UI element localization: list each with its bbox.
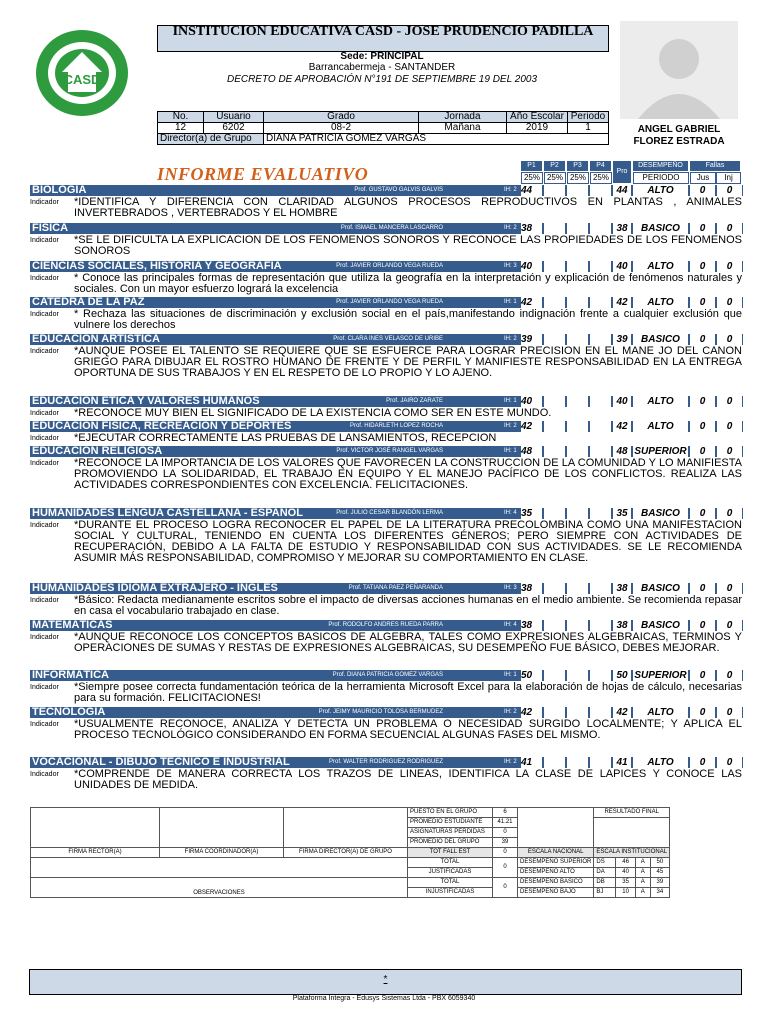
indicator-label: Indicador — [30, 435, 59, 442]
col-p1: P1 — [521, 161, 542, 171]
grade-p2 — [544, 583, 565, 594]
scale-a: A — [635, 868, 650, 878]
subject-hours: IH: 4 — [504, 622, 517, 628]
indicator-text: *USUALMENTE RECONOCE, ANALIZA Y DETECTA UN PROBLEMA O NECESIDAD SURGIDO LOCALMENTE; Y APLICA EL PROCESO TECNOLÓGICO CONSIDERANDO EN FORMA SECUENCIAL ALGUNAS FASES DEL MISMO. — [74, 719, 742, 741]
subject-name: HUMANIDADES LENGUA CASTELLANA - ESPAÑOL — [32, 507, 303, 519]
indicator-label: Indicador — [30, 410, 59, 417]
col-pro: Pro — [613, 161, 631, 183]
scale-code: BJ — [594, 888, 616, 898]
stat-value: 41.21 — [493, 818, 518, 828]
subject-hours: IH: 1 — [504, 299, 517, 305]
absences-justified: 0 — [690, 446, 715, 457]
subject-hours: IH: 1 — [504, 448, 517, 454]
grade-p4 — [590, 297, 611, 308]
subject-name: EDUCACIÓN ÉTICA Y VALORES HUMANOS — [32, 395, 260, 407]
absences-unjustified: 0 — [717, 261, 742, 272]
scale-min: 40 — [616, 868, 635, 878]
indicator-text: *SE LE DIFICULTA LA EXPLICACION DE LOS FENOMENOS SONOROS Y RECONOCE LAS PROPIEDADES DE LOS FENOMENOS SONOROS — [74, 235, 742, 257]
grade-p2 — [544, 446, 565, 457]
scale-min: 35 — [616, 878, 635, 888]
col-fallas: Fallas — [690, 161, 740, 171]
absences-unjustified: 0 — [717, 583, 742, 594]
subject-header — [30, 446, 743, 457]
grade-p3 — [567, 396, 588, 407]
col-desempeno: DESEMPEÑO — [633, 161, 688, 171]
grade-p1: 41 — [521, 757, 542, 768]
scale-code: DS — [594, 858, 616, 868]
subject-hours: IH: 4 — [504, 510, 517, 516]
info-value: Mañana — [419, 123, 507, 134]
total-injust-value: 0 — [493, 878, 518, 898]
grade-p1: 35 — [521, 508, 542, 519]
performance-level: SUPERIOR — [634, 670, 687, 681]
info-value: 08-2 — [264, 123, 419, 134]
subject-header — [30, 670, 743, 681]
indicator-label: Indicador — [30, 721, 59, 728]
school-name: INSTITUCION EDUCATIVA CASD - JOSE PRUDENCIO PADILLA — [157, 25, 609, 52]
absences-justified: 0 — [690, 421, 715, 432]
subject-header — [30, 297, 743, 308]
indicator-text: *RECONOCE LA IMPORTANCIA DE LOS VALORES QUE FAVORECEN LA CONSTRUCCIÓN DE LA COMUNIDAD Y LO MANIFIESTA PROMOVIENDO LA SOLIDARIDAD, EL TRABAJO EN EQUIPO Y EL MANEJO PACÍFICO DE LOS CONFLICTOS. REALIZA LAS ACTIVIDADES CORRESPONDIENTES CON EXCELENCIA. FELICITACIONES. — [74, 458, 742, 491]
absences-justified: 0 — [690, 334, 715, 345]
subject-header — [30, 757, 743, 768]
grade-average: 39 — [613, 334, 631, 345]
firma-coordinador: FIRMA COORDINADOR(A) — [160, 848, 284, 858]
grade-p3 — [567, 508, 588, 519]
grade-p3 — [567, 421, 588, 432]
indicator-text: * Rechaza las situaciones de discriminación y exclusión social en el país,manifestando indignación frente a cualquier exclusión que vulnere los derechos — [74, 309, 742, 331]
info-header: No. — [158, 112, 204, 123]
grade-p4 — [590, 583, 611, 594]
performance-level: BASICO — [633, 334, 688, 345]
resultado-final-value — [594, 818, 670, 848]
col-p4: P4 — [590, 161, 611, 171]
indicator-label: Indicador — [30, 348, 59, 355]
absences-unjustified: 0 — [717, 223, 742, 234]
indicator-text: *RECONOCE MUY BIEN EL SIGNIFICADO DE LA EXISTENCIA COMO SER EN ESTE MUNDO. — [74, 408, 552, 419]
grade-average: 38 — [613, 223, 631, 234]
info-value: 2019 — [507, 123, 568, 134]
absences-justified: 0 — [690, 707, 715, 718]
grade-p2 — [544, 334, 565, 345]
grade-p4 — [590, 421, 611, 432]
scale-national: DESEMPEÑO BASICO — [518, 878, 594, 888]
indicator-text: *EJECUTAR CORRECTAMENTE LAS PRUEBAS DE LANSAMIENTOS, RECEPCION — [74, 433, 497, 444]
subject-hours: IH: 2 — [504, 709, 517, 715]
subject-teacher: Prof. HIDARLETH LOPEZ ROCHA — [349, 423, 443, 429]
info-header: Periodo — [568, 112, 609, 123]
grade-average: 38 — [613, 620, 631, 631]
subject-header — [30, 396, 743, 407]
subject-header — [30, 185, 743, 196]
absences-justified: 0 — [690, 620, 715, 631]
indicator-label: Indicador — [30, 684, 59, 691]
col-pct: 25% — [567, 172, 589, 184]
absences-unjustified: 0 — [717, 670, 742, 681]
grade-average: 40 — [613, 261, 631, 272]
scale-code: DB — [594, 878, 616, 888]
grade-p3 — [567, 707, 588, 718]
grade-average: 40 — [613, 396, 631, 407]
scale-a: A — [635, 878, 650, 888]
info-header: Jornada — [419, 112, 507, 123]
subject-teacher: Prof. ISMAEL MANCERA LASCARRO — [340, 225, 443, 231]
student-info-table — [157, 111, 609, 145]
grade-p4 — [590, 446, 611, 457]
absences-justified: 0 — [690, 297, 715, 308]
sede: Sede: PRINCIPAL — [340, 51, 424, 62]
subject-name: VOCACIONAL - DIBUJO TÉCNICO E INDUSTRIAL — [32, 756, 290, 768]
indicator-text: *AUNQUE RECONOCE LOS CONCEPTOS BASICOS DE ALGEBRA, TALES COMO EXPRESIONES ALGEBRAICAS, TÉRMINOS Y OPERACIONES DE SUMAS Y RESTAS DE EXPRESIONES ALGEBRAICAS, SU DESEMPEÑO FUE BÁSICO, DEBES MEJORAR. — [74, 632, 742, 654]
performance-level: ALTO — [633, 396, 688, 407]
subject-teacher: Prof. JAIRO ZARATE — [386, 398, 443, 404]
grade-average: 50 — [613, 670, 631, 681]
col-periodo: PERIODO — [633, 172, 689, 184]
indicator-text: * Conoce las principales formas de representación que utiliza la geografía en la interpretación y explicación de fenómenos naturales y sociales. Con un mayor esfuerzo logrará la excelencia — [74, 273, 742, 295]
grade-p4 — [590, 707, 611, 718]
subject-teacher: Prof. CLARA INES VELASCO DE URIBE — [333, 336, 443, 342]
subject-hours: IH: 2 — [504, 187, 517, 193]
scale-max: 34 — [650, 888, 669, 898]
performance-level: SUPERIOR — [634, 446, 687, 457]
signature-rector-space — [31, 808, 160, 848]
footer-asterisk: * — [383, 974, 388, 985]
absences-unjustified: 0 — [717, 334, 742, 345]
blank-cell — [518, 828, 594, 838]
col-pct: 25% — [521, 172, 543, 184]
total-just-label-2: JUSTIFICADAS — [408, 868, 493, 878]
subject-teacher: Prof. VICTOR JOSÉ RANGEL VARGAS — [336, 448, 443, 454]
info-value: 12 — [158, 123, 204, 134]
scale-national: DESEMPEÑO SUPERIOR — [518, 858, 594, 868]
footer-box — [29, 969, 742, 995]
firma-rector: FIRMA RECTOR(A) — [31, 848, 160, 858]
performance-level: BASICO — [633, 620, 688, 631]
grade-p3 — [567, 185, 588, 196]
scale-code: DA — [594, 868, 616, 878]
grade-p3 — [567, 297, 588, 308]
total-injust-label-2: INJUSTIFICADAS — [408, 888, 493, 898]
grade-p3 — [567, 670, 588, 681]
subject-header — [30, 261, 743, 272]
absences-justified: 0 — [690, 185, 715, 196]
grade-average: 42 — [613, 707, 631, 718]
col-p3: P3 — [567, 161, 588, 171]
absences-unjustified: 0 — [717, 707, 742, 718]
indicator-label: Indicador — [30, 597, 59, 604]
grade-p2 — [544, 421, 565, 432]
subject-header — [30, 620, 743, 631]
subject-name: HUMANIDADES IDIOMA EXTRAJERO - INGLES — [32, 582, 278, 594]
grade-p3 — [567, 620, 588, 631]
indicator-label: Indicador — [30, 275, 59, 282]
subject-name: TECNOLOGÍA — [32, 706, 106, 718]
logo-text: CASD — [63, 72, 101, 87]
grade-p3 — [567, 446, 588, 457]
absences-justified: 0 — [690, 757, 715, 768]
student-photo — [620, 21, 738, 119]
signature-director-space — [284, 808, 408, 848]
col-jus: Jus — [690, 172, 716, 184]
grade-p1: 50 — [521, 670, 542, 681]
grade-p4 — [590, 185, 611, 196]
grade-average: 35 — [613, 508, 631, 519]
stat-label: PROMEDIO DEL GRUPO — [408, 838, 493, 848]
indicator-text: *COMPRENDE DE MANERA CORRECTA LOS TRAZOS DE LINEAS, IDENTIFICA LA CLASE DE LAPICES Y CONOCE LAS UNIDADES DE MEDIDA. — [74, 769, 742, 791]
absences-unjustified: 0 — [717, 508, 742, 519]
grade-p1: 40 — [521, 396, 542, 407]
subject-teacher: Prof. GUSTAVO GALVIS GALVIS — [354, 187, 443, 193]
performance-level: BASICO — [633, 223, 688, 234]
subject-name: EDUCACIÓN FÍSICA, RECREACIÓN Y DEPORTES — [32, 420, 292, 432]
stat-label: ASIGNATURAS PERDIDAS — [408, 828, 493, 838]
subject-teacher: Prof. JAVIER ORLANDO VEGA RUEDA — [336, 299, 443, 305]
stat-label: PROMEDIO ESTUDIANTE — [408, 818, 493, 828]
subject-teacher: Prof. JULIO CESAR BLANDÓN LERMA — [336, 510, 443, 516]
scale-national: DESEMPEÑO ALTO — [518, 868, 594, 878]
decree: DECRETO DE APROBACIÓN N°191 DE SEPTIEMBRE 19 DEL 2003 — [226, 74, 538, 85]
performance-level: ALTO — [633, 707, 688, 718]
absences-unjustified: 0 — [717, 396, 742, 407]
col-pct: 25% — [544, 172, 566, 184]
firma-director: FIRMA DIRECTOR(A) DE GRUPO — [284, 848, 408, 858]
absences-justified: 0 — [690, 396, 715, 407]
subject-hours: IH: 3 — [504, 263, 517, 269]
tot-fall-value: 0 — [493, 848, 518, 858]
scale-a: A — [635, 858, 650, 868]
subject-hours: IH: 1 — [504, 672, 517, 678]
grade-p1: 38 — [521, 620, 542, 631]
platform-footer: Plataforma Integra - Edusys Sistemas Ltda - PBX 6059340 — [292, 995, 476, 1002]
subject-hours: IH: 2 — [504, 336, 517, 342]
subject-header — [30, 421, 743, 432]
indicator-label: Indicador — [30, 311, 59, 318]
director-label: Director(a) de Grupo — [158, 134, 264, 145]
absences-unjustified: 0 — [717, 421, 742, 432]
school-logo — [34, 28, 130, 118]
subject-name: EDUCACIÓN RELIGIOSA — [32, 445, 163, 457]
grade-average: 48 — [613, 446, 631, 457]
grade-p3 — [567, 334, 588, 345]
subject-name: CIENCIAS SOCIALES, HISTORIA Y GEOGRAFÍA — [32, 260, 282, 272]
indicator-text: *AUNQUE POSEE EL TALENTO SE REQUIERE QUE SE ESFUERCE PARA LOGRAR PRECISIÓN EN EL MANE JO DEL CANON GRIEGO PARA DIBUJAR EL ROSTRO HUMANO DE FRENTE Y DE PERFIL Y MANIFIESTE RESPONSABILIDAD EN LA ENTREGA OPORTUNA DE SUS TRABAJOS Y EN EL RESPETO DE LO PROPIO Y LO AJENO. — [74, 346, 742, 379]
grade-p4 — [590, 261, 611, 272]
escala-institucional: ESCALA INSTITUCIONAL — [594, 848, 670, 858]
grade-p1: 39 — [521, 334, 542, 345]
scale-max: 50 — [650, 858, 669, 868]
subject-hours: IH: 1 — [504, 398, 517, 404]
subject-header — [30, 334, 743, 345]
grade-p1: 42 — [521, 297, 542, 308]
total-just-value: 0 — [493, 858, 518, 878]
indicator-label: Indicador — [30, 522, 59, 529]
info-header: Año Escolar — [507, 112, 568, 123]
grade-p2 — [544, 396, 565, 407]
scale-a: A — [635, 888, 650, 898]
subject-header — [30, 583, 743, 594]
info-value: 6202 — [204, 123, 264, 134]
subject-teacher: Prof. JEIMY MAURICIO TOLOSA BERMUDEZ — [318, 709, 443, 715]
observaciones: OBSERVACIONES — [31, 878, 408, 898]
resultado-final: RESULTADO FINAL — [594, 808, 670, 818]
grade-p1: 42 — [521, 421, 542, 432]
grade-p4 — [590, 757, 611, 768]
absences-unjustified: 0 — [717, 297, 742, 308]
grade-average: 38 — [613, 583, 631, 594]
grade-p1: 38 — [521, 223, 542, 234]
blank-cell — [518, 838, 594, 848]
indicator-label: Indicador — [30, 771, 59, 778]
grade-p2 — [544, 185, 565, 196]
absences-justified: 0 — [690, 223, 715, 234]
grade-p3 — [567, 583, 588, 594]
grade-p1: 40 — [521, 261, 542, 272]
grade-p1: 42 — [521, 707, 542, 718]
grade-p1: 38 — [521, 583, 542, 594]
stat-value: 39 — [493, 838, 518, 848]
grade-p1: 44 — [521, 185, 542, 196]
absences-justified: 0 — [690, 583, 715, 594]
subject-header — [30, 707, 743, 718]
absences-justified: 0 — [690, 670, 715, 681]
subject-hours: IH: 2 — [504, 423, 517, 429]
subject-name: INFORMÁTICA — [32, 669, 109, 681]
grade-p4 — [590, 508, 611, 519]
col-p2: P2 — [544, 161, 565, 171]
absences-justified: 0 — [690, 508, 715, 519]
subject-name: EDUCACIÓN ARTÍSTICA — [32, 333, 160, 345]
escala-nacional: ESCALA NACIONAL — [518, 848, 594, 858]
performance-level: BASICO — [633, 508, 688, 519]
indicator-text: *Siempre posee correcta fundamentación teórica de la herramienta Microsoft Excel para la elaboración de hojas de cálculo, necesarias para su formación. FELICITACIONES! — [74, 682, 742, 704]
subject-teacher: Prof. RODOLFO ANDRES RUEDA PARRA — [328, 622, 443, 628]
grade-p4 — [590, 223, 611, 234]
grade-average: 42 — [613, 421, 631, 432]
subject-teacher: Prof. TATIANA PAEZ PEÑARANDA — [348, 585, 443, 591]
indicator-text: *Básico: Redacta medianamente escritos sobre el impacto de diversas acciones humanas en el medio ambiente. Se recomienda repasar en casa el vocabulario trabajado en clase. — [74, 595, 742, 617]
scale-national: DESEMPEÑO BAJO — [518, 888, 594, 898]
performance-level: ALTO — [633, 261, 688, 272]
performance-level: ALTO — [633, 757, 688, 768]
total-injust-label: TOTAL — [408, 878, 493, 888]
grade-p4 — [590, 396, 611, 407]
scale-max: 45 — [650, 868, 669, 878]
stat-value: 6 — [493, 808, 518, 818]
subject-teacher: Prof. DIANA PATRICIA GOMEZ VARGAS — [332, 672, 443, 678]
scale-min: 46 — [616, 858, 635, 868]
col-inj: Inj — [716, 172, 741, 184]
blank-cell — [518, 808, 594, 818]
indicator-label: Indicador — [30, 634, 59, 641]
indicator-label: Indicador — [30, 460, 59, 467]
subject-hours: IH: 3 — [504, 585, 517, 591]
subject-name: FÍSICA — [32, 222, 69, 234]
subject-hours: IH: 2 — [504, 225, 517, 231]
grade-p2 — [544, 707, 565, 718]
grade-p2 — [544, 261, 565, 272]
performance-level: BASICO — [633, 583, 688, 594]
grade-p2 — [544, 620, 565, 631]
grade-p2 — [544, 223, 565, 234]
subject-name: CATEDRA DE LA PAZ — [32, 296, 145, 308]
signature-coordinator-space — [160, 808, 284, 848]
stat-label: PUESTO EN EL GRUPO — [408, 808, 493, 818]
grade-p2 — [544, 508, 565, 519]
grade-p3 — [567, 223, 588, 234]
grade-p4 — [590, 670, 611, 681]
absences-unjustified: 0 — [717, 446, 742, 457]
tot-fall-est: TOT FALL EST — [408, 848, 493, 858]
grade-p4 — [590, 620, 611, 631]
absences-unjustified: 0 — [717, 185, 742, 196]
grade-p3 — [567, 261, 588, 272]
scale-max: 39 — [650, 878, 669, 888]
director-name: DIANA PATRICIA GOMEZ VARGAS — [264, 134, 609, 145]
grade-average: 44 — [613, 185, 631, 196]
subject-header — [30, 223, 743, 234]
indicator-label: Indicador — [30, 199, 59, 206]
subject-name: MATEMÁTICAS — [32, 619, 113, 631]
blank-cell — [518, 818, 594, 828]
indicator-text: *DURANTE EL PROCESO LOGRA RECONOCER EL PAPEL DE LA LITERATURA PRECOLOMBINA COMO UNA MANIFESTACIÓN SOCIAL Y CULTURAL, TENIENDO EN CUENTA LOS DIFERENTES GÉNEROS; PERO SIEMPRE CON ACTIVIDADES DE RECUPERACIÓN, DEBIDO A LA FALTA DE ESTUDIO Y RESPONSABILIDAD CON SUS ACTIVIDADES. SE LE RECOMIENDA ASUMIR MÁS RESPONSABILIDAD, COMPROMISO Y MEJORAR SU COMPORTAMIENTO EN CLASE. — [74, 520, 742, 564]
grade-p2 — [544, 757, 565, 768]
info-value: 1 — [568, 123, 609, 134]
student-name: ANGEL GABRIEL FLOREZ ESTRADA — [633, 124, 725, 147]
indicator-label: Indicador — [30, 237, 59, 244]
subject-header — [30, 508, 743, 519]
info-header: Usuario — [204, 112, 264, 123]
col-pct: 25% — [590, 172, 612, 184]
info-header: Grado — [264, 112, 419, 123]
grade-p4 — [590, 334, 611, 345]
total-just-label: TOTAL — [408, 858, 493, 868]
subject-hours: IH: 2 — [504, 759, 517, 765]
indicator-text: *IDENTIFICA Y DIFERENCIA CON CLARIDAD ALGUNOS PROCESOS REPRODUCTIVOS EN PLANTAS , ANIMALES INVERTEBRADOS , VERTEBRADOS Y EL HOMBRE — [74, 197, 742, 219]
grade-p1: 48 — [521, 446, 542, 457]
grade-p2 — [544, 297, 565, 308]
subject-teacher: Prof. JAVIER ORLANDO VEGA RUEDA — [336, 263, 443, 269]
performance-level: ALTO — [633, 421, 688, 432]
stat-value: 0 — [493, 828, 518, 838]
performance-level: ALTO — [633, 297, 688, 308]
scale-min: 10 — [616, 888, 635, 898]
grade-p2 — [544, 670, 565, 681]
city: Barrancabermeja - SANTANDER — [308, 62, 456, 73]
subject-teacher: Prof. WALTER RODRIGUEZ RODRIGUEZ — [328, 759, 443, 765]
grade-average: 41 — [613, 757, 631, 768]
absences-unjustified: 0 — [717, 620, 742, 631]
performance-level: ALTO — [633, 185, 688, 196]
absences-justified: 0 — [690, 261, 715, 272]
observations-space — [31, 858, 408, 878]
grade-average: 42 — [613, 297, 631, 308]
grade-p3 — [567, 757, 588, 768]
subject-name: BIOLOGÍA — [32, 184, 87, 196]
report-title: INFORME EVALUATIVO — [157, 164, 369, 184]
absences-unjustified: 0 — [717, 757, 742, 768]
summary-table — [30, 807, 670, 898]
